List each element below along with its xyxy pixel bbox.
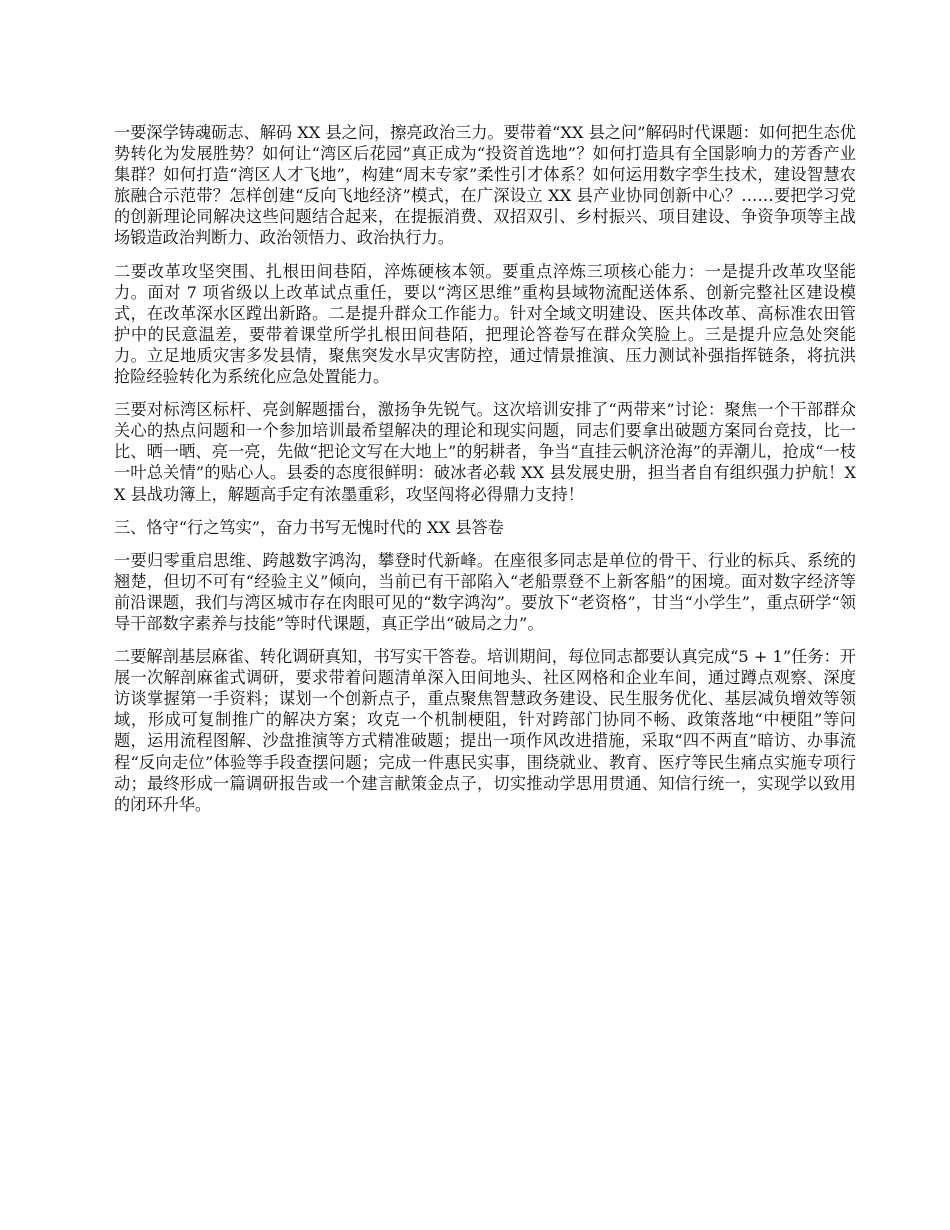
paragraph-3: 三要对标湾区标杆、亮剑解题擂台，激扬争先锐气。这次培训安排了“两带来”讨论：聚焦一个干部群众关心的热点问题和一个参加培训最希望解决的理论和现实问题，同志们要拿出破题方案同台竞技，比一比、晒一晒、亮一亮，先做“把论文写在大地上”的躬耕者，争当“直挂云帆济沧海”的弄潮儿，抢成“一枝一叶总关情”的贴心人。县委的态度很鲜明：破冰者必载 XX 县发展史册，担当者自有组织强力护航！XX 县战功簿上，解题高手定有浓墨重彩，攻坚闯将必得鼎力支持！	[114, 400, 856, 504]
paragraph-2: 二要改革攻坚突围、扎根田间巷陌，淬炼硬核本领。要重点淬炼三项核心能力：一是提升改革攻坚能力。面对 7 项省级以上改革试点重任，要以“湾区思维”重构县域物流配送体系、创新完整社区建设模式，在改革深水区蹚出新路。二是提升群众工作能力。针对全域文明建设、医共体改革、高标准农田管护中的民意温差，要带着课堂所学扎根田间巷陌，把理论答卷写在群众笑脸上。三是提升应急处突能力。立足地质灾害多发县情，聚焦突发水旱灾害防控，通过情景推演、压力测试补强指挥链条，将抗洪抢险经验转化为系统化应急处置能力。	[114, 261, 856, 387]
paragraph-1: 一要深学铸魂砺志、解码 XX 县之问，擦亮政治三力。要带着“XX 县之问”解码时代课题：如何把生态优势转化为发展胜势？如何让“湾区后花园”真正成为“投资首选地”？如何打造具有全国影响力的芳香产业集群？如何打造“湾区人才飞地”，构建“周末专家”柔性引才体系？如何运用数字孪生技术，建设智慧农旅融合示范带？怎样创建“反向飞地经济”模式，在广深设立 XX 县产业协同创新中心？……要把学习党的创新理论同解决这些问题结合起来，在提振消费、双招双引、乡村振兴、项目建设、争资争项等主战场锻造政治判断力、政治领悟力、政治执行力。	[114, 123, 856, 248]
paragraph-5: 二要解剖基层麻雀、转化调研真知，书写实干答卷。培训期间，每位同志都要认真完成“5 + 1”任务：开展一次解剖麻雀式调研，要求带着问题清单深入田间地头、社区网格和企业车间，通过蹲点观察、深度访谈掌握第一手资料；谋划一个创新点子，重点聚焦智慧政务建设、民生服务优化、基层减负增效等领域，形成可复制推广的解决方案；攻克一个机制梗阻，针对跨部门协同不畅、政策落地“中梗阻”等问题，运用流程图解、沙盘推演等方式精准破题；提出一项作风改进措施，采取“四不两直”暗访、办事流程“反向走位”体验等手段查摆问题；完成一件惠民实事，围绕就业、教育、医疗等民生痛点实施专项行动；最终形成一篇调研报告或一个建言献策金点子，切实推动学思用贯通、知信行统一，实现学以致用的闭环升华。	[114, 647, 856, 814]
paragraph-4: 一要归零重启思维、跨越数字鸿沟，攀登时代新峰。在座很多同志是单位的骨干、行业的标兵、系统的翘楚，但切不可有“经验主义”倾向，当前已有干部陷入“老船票登不上新客船”的困境。面对数字经济等前沿课题，我们与湾区城市存在肉眼可见的“数字鸿沟”。要放下“老资格”，甘当“小学生”，重点研学“领导干部数字素养与技能”等时代课题，真正学出“破局之力”。	[114, 550, 856, 633]
section-heading: 三、恪守“行之笃实”，奋力书写无愧时代的 XX 县答卷	[114, 517, 504, 537]
document-body	[114, 122, 856, 827]
